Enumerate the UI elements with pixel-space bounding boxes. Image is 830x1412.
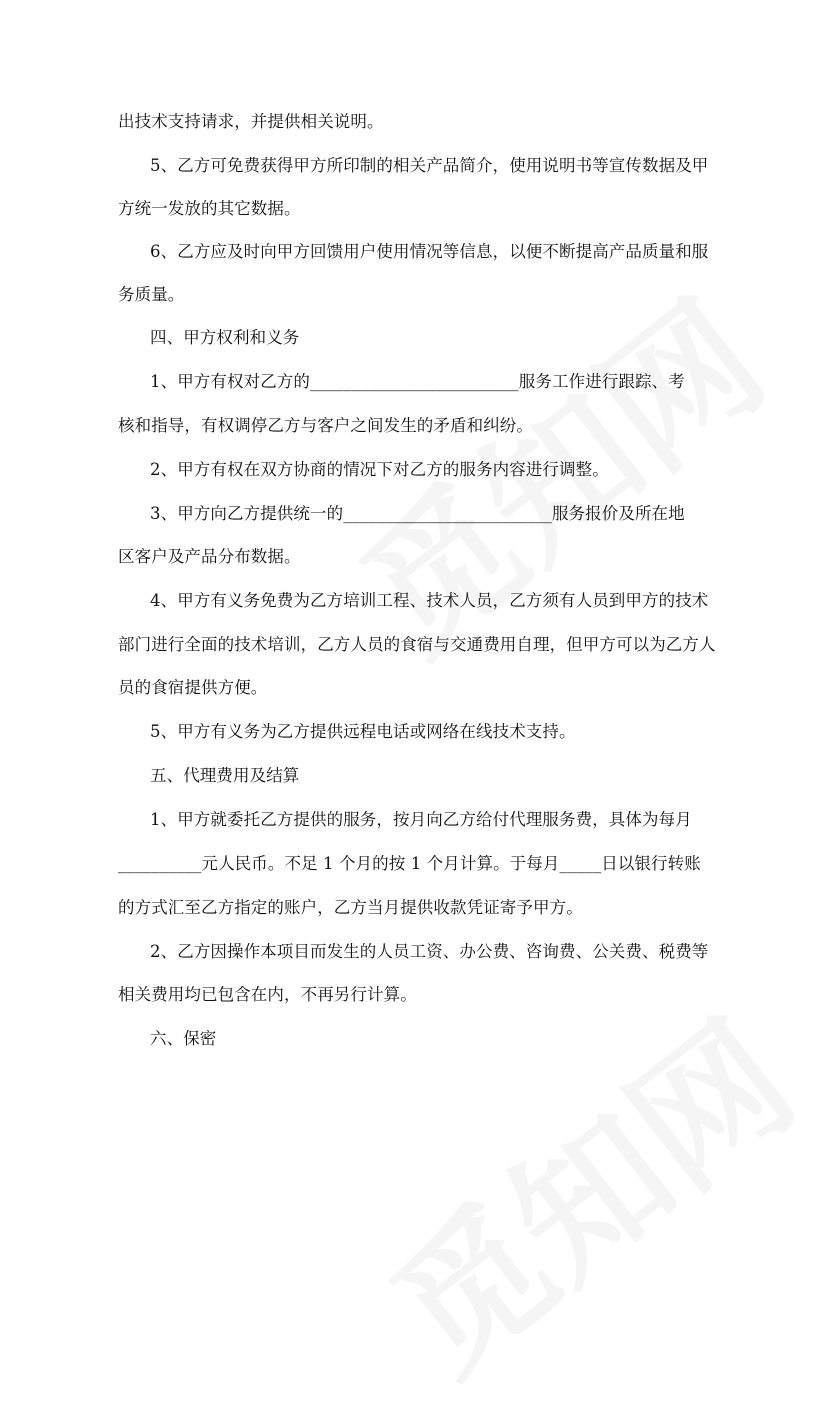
- paragraph-line: 4、甲方有义务免费为乙方培训工程、技术人员，乙方须有人员到甲方的技术: [150, 591, 709, 610]
- paragraph-line: 6、乙方应及时向甲方回馈用户使用情况等信息，以便不断提高产品质量和服: [150, 242, 709, 261]
- paragraph-line: 2、甲方有权在双方协商的情况下对乙方的服务内容进行调整。: [150, 460, 609, 479]
- paragraph-line: 部门进行全面的技术培训，乙方人员的食宿与交通费用自理，但甲方可以为乙方人: [118, 635, 716, 654]
- section-heading: 五、代理费用及结算: [150, 766, 300, 785]
- watermark-bottom: [341, 964, 829, 1411]
- paragraph-line: 1、甲方有权对乙方的_________________________服务工作进行跟踪、考: [150, 372, 685, 391]
- paragraph-line: 相关费用均已包含在内，不再另行计算。: [118, 985, 417, 1004]
- paragraph-line: 核和指导，有权调停乙方与客户之间发生的矛盾和纠纷。: [118, 416, 533, 435]
- paragraph-line: 3、甲方向乙方提供统一的_________________________服务报价及所在地: [150, 504, 685, 523]
- paragraph-line: __________元人民币。不足 1 个月的按 1 个月计算。于每月_____日以银行转账: [118, 854, 701, 873]
- section-heading: 六、保密: [150, 1029, 217, 1048]
- paragraph-line: 5、甲方有义务为乙方提供远程电话或网络在线技术支持。: [150, 722, 576, 741]
- paragraph-line: 1、甲方就委托乙方提供的服务，按月向乙方给付代理服务费，具体为每月: [150, 810, 692, 829]
- paragraph-line: 区客户及产品分布数据。: [118, 547, 301, 566]
- paragraph-line: 5、乙方可免费获得甲方所印制的相关产品简介，使用说明书等宣传数据及甲: [150, 156, 709, 175]
- paragraph-line: 2、乙方因操作本项目而发生的人员工资、办公费、咨询费、公关费、税费等: [150, 942, 709, 961]
- section-heading: 四、甲方权利和义务: [150, 328, 300, 347]
- paragraph-line: 的方式汇至乙方指定的账户，乙方当月提供收款凭证寄予甲方。: [118, 898, 583, 917]
- paragraph-line: 出技术支持请求，并提供相关说明。: [118, 112, 384, 131]
- paragraph-line: 务质量。: [118, 285, 185, 304]
- paragraph-line: 员的食宿提供方便。: [118, 678, 268, 697]
- paragraph-line: 方统一发放的其它数据。: [118, 199, 301, 218]
